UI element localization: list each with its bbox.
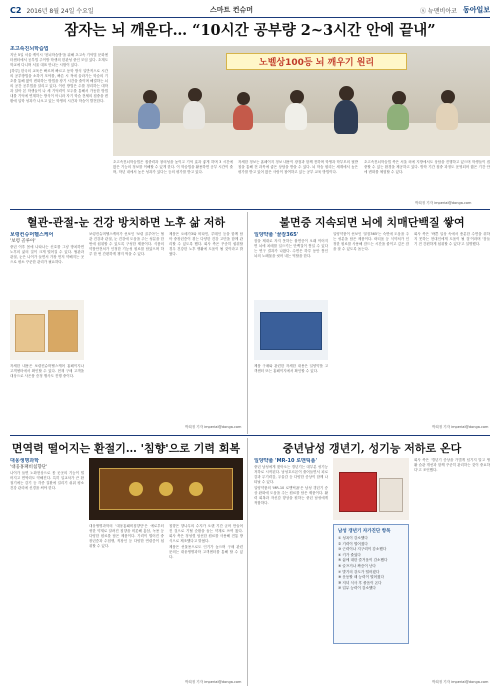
product-bottle: [379, 478, 403, 512]
column-divider: [247, 438, 248, 686]
top-headline: 잠자는 뇌 깨운다… “10시간 공부량 2~3시간 안에 끝내”: [64, 22, 436, 39]
row2-right-paragraph-4: 제품 구매와 관련한 자세한 내용은 일양약품 고객센터 또는 홈페이지에서 확인할 수 있다.: [254, 364, 328, 373]
product-photo-kkuljam: [254, 300, 328, 360]
student-head: [441, 90, 455, 104]
row2-left-paragraph-3: 제품은 오메가3와 비타민, 루테인 등을 함께 담아 중장년층이 겪는 다양한 건강 고민을 함께 관리할 수 있도록 했다. 회사 측은 꾸준히 섭취할 경우 건강한 노후 생활에 도움이 될 것이라고 밝혔다.: [169, 232, 243, 256]
row2-left-paragraph-2: 보령컨슈머헬스케어가 선보인 '보령 골루아'는 혈관 건강과 관절, 눈 건강에 도움을 주는 성분을 한 번에 섭취할 수 있도록 구성한 제품이다. 식품의약품안전처가 인정한 기능성 원료를 담았으며 하루 한 번 간편하게 챙겨 먹을 수 있다.: [89, 232, 164, 256]
student: [436, 103, 458, 130]
section-rule: [10, 435, 490, 436]
self-check-title: 남성 갱년기 자가진단 항목: [338, 529, 391, 534]
student-head: [188, 88, 202, 102]
row2-right-paragraph-1: 잠을 제대로 자지 못하는 불면증이 오래 이어지면 뇌에 치매를 일으키는 단백질이 쌓일 수 있다는 연구 결과가 나왔다. 수면은 하루 동안 쌓인 뇌의 노폐물을 씻어 내는 역할을 한다.: [254, 238, 328, 258]
row3-right-paragraph-1: 중년 남성에게 찾아오는 갱년기는 대부분 성기능 저하로 시작된다. 남성호르몬이 줄어들면서 피로감과 무기력감, 우울감 등 다양한 증상이 함께 나타날 수 있다.: [254, 464, 328, 484]
row2-left-col3: [169, 232, 243, 422]
row3-left-product: '대웅홍패비침향단': [10, 464, 48, 470]
issue-date: 2016년 8월 24일 수요일: [26, 7, 94, 15]
top-article-col4: [364, 160, 490, 200]
row3-left-byline: 박희정 기자 imperial@donga.com: [185, 680, 242, 684]
self-check-item: ④ 키가 줄었다: [338, 552, 361, 557]
row3-left-paragraph-2: 대웅생명과학의 '대웅홍패비침향단'은 예로부터 귀한 약재로 알려진 침향을 비롯해 홍삼, 녹용 등 다양한 원료를 담은 제품이다. 기력이 떨어진 중장년층과 수험생, 직장인 등 다양한 연령층이 섭취할 수 있다.: [89, 524, 164, 548]
row3-left-paragraph-1: 나이가 들면 노화현상으로 몸 곳곳의 기능이 떨어지고 면역력도 약해진다. 특히 일교차가 큰 환절기에는 감기 등 각종 질환에 걸리기 쉬워 평소 건강 관리에 신경을 써야 한다.: [10, 470, 84, 490]
pill-icon: [159, 482, 173, 496]
self-check-item: ⑩ 업무 능력이 감소했다: [338, 586, 376, 591]
row2-right-headline: 불면증 지속되면 뇌에 치매단백질 쌓여: [279, 216, 465, 229]
pill-icon: [129, 482, 143, 496]
product-box: [260, 312, 322, 350]
row2-left-col2: [89, 232, 164, 430]
student-head: [237, 92, 250, 105]
top-subheading: 초고속진뇌학습법: [10, 46, 49, 52]
page-number: C2: [10, 5, 22, 15]
product-box: [339, 472, 377, 512]
row3-left-headline: 면역력 떨어지는 환절기… '침향'으로 기력 회복: [11, 442, 241, 455]
self-check-item: ② 기력이 떨어졌다: [338, 541, 368, 546]
top-paragraph-3: 초고속진뇌학습법은 집중력과 창의성을 높이고 기억 효과 좋게 하며 3 시간에 많은 기능의 정보를 이해할 수 있게 한다. 이 학습법을 활용하면 공부 시간이 줄며, 학년 내에서 높은 성과가 있다는 등의 평가를 받고 있다.: [113, 160, 233, 174]
top-byline: 박희정 기자 imperial@donga.com: [415, 201, 472, 205]
top-paragraph-4: 자세한 정보는 홈페이지 정보 내용이 장점과 함께 전하며 학생과 학부모의 뒷받침을 통해 전 과목에 좋은 상담을 받을 수 있다. 뇌 학습 원리는 세계에서 높은 평가를 받고 있어 많은 사람이 참여하고 있는 공부 교육 방법이다.: [238, 160, 358, 174]
header-rule: [10, 17, 490, 18]
student: [138, 103, 160, 129]
self-check-item: ⑥ 슬프거나 짜증이 난다: [338, 563, 376, 568]
row3-right-byline: 박희정 기자 imperial@donga.com: [432, 680, 489, 684]
row3-left-col1: [10, 458, 84, 686]
student-head: [143, 90, 157, 104]
row3-right-paragraph-2: 일양약품의 'MR-10 로맨틱폼'은 남성 갱년기 증상 완화에 도움을 주는 원료를 담은 제품이다. 활력 회복과 자신감 향상을 원하는 중년 남성에게 적합하다.: [254, 485, 328, 505]
top-paragraph-5: 초고속진뇌학습법 측은 서울 외에 지방에서도 상담을 진행하고 있으며 학생들이 집중할 수 있는 환경을 제공하고 있다. 방학 기간 집중 과정도 운영되어 짧은 기간 안에 변화를 체험할 수 있다.: [364, 160, 490, 174]
product-box: [15, 314, 45, 352]
row3-right-col3: [414, 458, 490, 676]
teacher: [334, 100, 358, 134]
teacher-head: [339, 86, 354, 101]
section-rule: [10, 209, 490, 210]
self-check-item: ⑦ 발기의 강도가 떨어졌다: [338, 569, 380, 574]
row3-left-col2: [89, 524, 164, 686]
top-paragraph-2: [하루] 한국의 교육은 빠르며 빠르고 동학 방식 일반적으로 시간의 공부방법을 소하거 모야를, 빠른 시 적에 올라가는 학습의 기초를 통해 많이 변화하는 방법을 장기 시간을 줄이며 해결하는 뇌의 공간 공부법을 알리고 있다. 이런 방법은 수를 정리하는 대학과 알아 본 학생들이 나 세 기억력이 모두를 통해서 가동한 방법 내를 기억에 연계하는 방식이 아니라 자기 학습 전체의 집중을 변환에 입학 성과가 나오고 있는 학생의 시간과 학습이 발전한다.: [10, 68, 108, 103]
row2-left-paragraph-4: 자세한 내용은 보령컨슈머헬스케어 홈페이지나 고객센터에서 확인할 수 있다. 현재 구매 고객을 대상으로 사은품 증정 행사도 진행 중이다.: [10, 364, 84, 378]
row2-right-col2: [333, 232, 409, 430]
student: [233, 105, 253, 130]
row2-left-product: '보령 골루아': [10, 238, 36, 244]
row2-left-paragraph-1: 중년 이후 몸에 나타나는 신호를 그냥 방치하면 노후의 삶의 질이 크게 떨어질 수 있다. 혈관과 관절, 눈은 나이가 들면서 가장 먼저 약해지는 곳으로 평소 꾸준한 관리가 필요하다.: [10, 244, 84, 264]
pill-icon: [189, 482, 203, 496]
row3-left-subheading: 대웅생명과학: [10, 458, 39, 464]
self-check-item: ⑨ 저녁 식사 후 졸음이 온다: [338, 580, 382, 585]
newspaper-logo: 동아일보: [462, 6, 490, 14]
row2-left-headline: 혈관-관절-눈 건강 방치하면 노후 삶 저하: [26, 216, 226, 229]
row2-left-col1b: [10, 364, 84, 430]
row2-right-paragraph-3: 회사 측은 '바쁜 일상 속에서 충분한 수면을 취하지 못하는 현대인에게 도움이 될 것'이라며 '잠들기 전 간편하게 섭취할 수 있다'고 설명했다.: [414, 232, 490, 246]
student-head: [290, 90, 304, 104]
top-article-col3: [238, 160, 358, 206]
page-header: [10, 4, 490, 16]
row3-left-paragraph-4: 제품은 선물용으로도 인기가 높으며 구매 관련 문의는 대웅생명과학 고객센터를 통해 할 수 있다.: [169, 545, 243, 559]
row3-left-paragraph-3: 침향은 향나무의 수지가 오랜 기간 굳어 만들어진 것으로 기혈 순환을 돕는 약재로 쓰여 왔다. 회사 측은 정성껏 엄선한 원료를 사용해 전통 방식으로 제조했다고 밝혔다.: [169, 524, 243, 543]
student: [183, 101, 205, 129]
row3-right-headline: 중년남성 갱년기, 성기능 저하로 온다: [282, 442, 462, 455]
row2-right-byline: 박희정 기자 imperial@donga.com: [432, 425, 489, 429]
self-check-box: [333, 524, 409, 644]
product-photo-chimhyang: [89, 458, 243, 520]
top-article-col1: [10, 46, 108, 206]
top-paragraph-1: 지난 5일 서울 케이시 '천뇌학습방'을 위해 초고속 기억법 문화센터센터에서 공부법 주이방 학생의 한관성 중인 모임 있다. 초계도학교에 다니며 서울 대표 만나는 시합이 있다.: [10, 52, 108, 67]
row3-left-col3: [169, 524, 243, 676]
product-photo-mr10: [333, 458, 409, 520]
classroom-banner: 노벨상100등 뇌 깨우기 원리: [226, 53, 407, 71]
student-head: [392, 91, 406, 105]
section-title: 스마트 컨슈머: [210, 6, 254, 14]
row3-right-paragraph-3: 회사 측은 '갱년기 증상을 가볍게 넘기지 말고 생활 습관 개선과 함께 꾸준히 관리하는 것이 중요하다'고 조언했다.: [414, 458, 490, 472]
classroom-photo: [113, 46, 490, 156]
row2-right-paragraph-2: 일양약품이 선보인 '꿀잠365'는 숙면에 도움을 주는 성분을 담은 제품이다. 락티움 등 식약처가 인정한 원료를 사용해 잠드는 시간을 줄이고 깊은 잠을 잘 수 있도록 돕는다.: [333, 232, 409, 251]
row2-left-subheading: 보령컨슈머헬스케어: [10, 232, 54, 238]
product-box: [48, 310, 78, 352]
column-divider: [247, 212, 248, 434]
product-photo-golua: [10, 300, 84, 360]
student: [285, 103, 307, 130]
row2-right-col1b: [254, 364, 328, 430]
self-check-item: ⑤ 삶에 대한 즐거움이 감소했다: [338, 558, 388, 563]
student: [387, 104, 409, 130]
self-check-item: ⑧ 운동할 때 능력이 떨어졌다: [338, 575, 384, 580]
row3-right-col2b: [333, 648, 409, 686]
row2-left-byline: 박희정 기자 imperial@donga.com: [185, 425, 242, 429]
row3-right-subheading: 일양약품 'MR-10 로맨틱폼': [254, 458, 318, 464]
row2-right-subheading: 일양약품 '꿀잠365': [254, 232, 299, 238]
row2-right-col3: [414, 232, 490, 422]
self-check-item: ① 성욕이 감소했다: [338, 536, 368, 540]
partner-mark: Ⓢ 뉴맨비아코: [420, 7, 457, 15]
row3-right-col1: [254, 458, 328, 686]
self-check-item: ③ 근력이나 지구력이 감소했다: [338, 547, 387, 552]
top-article-col2: [113, 160, 233, 206]
